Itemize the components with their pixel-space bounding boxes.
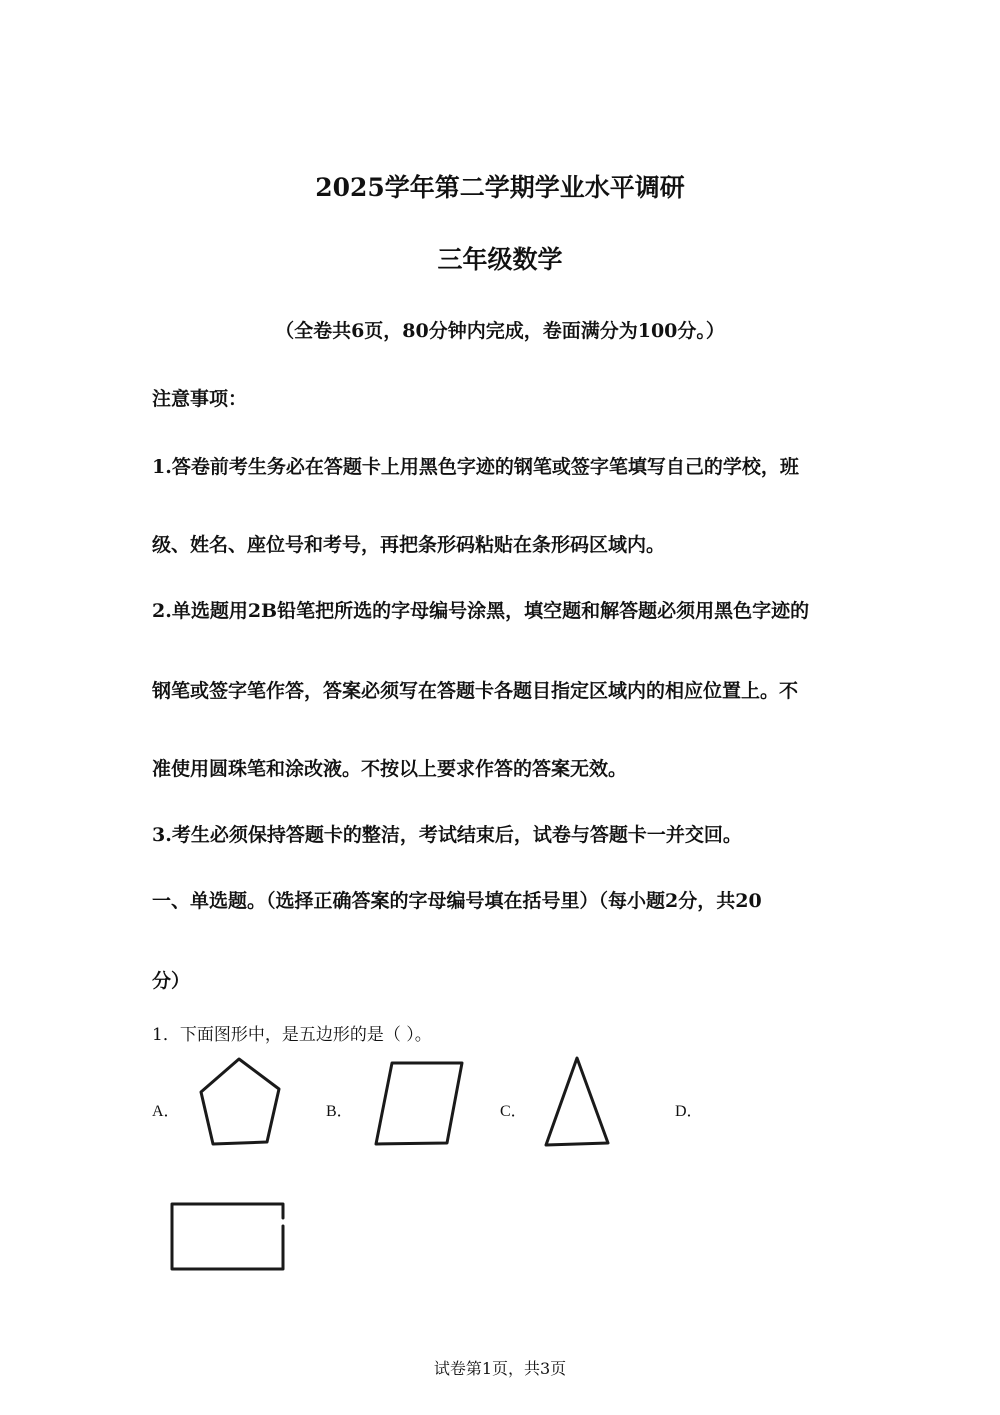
exam-info: （全卷共6页，80分钟内完成，卷面满分为100分。） xyxy=(275,320,725,342)
triangle-shape xyxy=(542,1055,614,1151)
question-text: 1．下面图形中，是五边形的是（ ）。 xyxy=(152,1025,432,1045)
option-label-d: D． xyxy=(675,1103,703,1120)
notice-line: 钢笔或签字笔作答，答案必须写在答题卡各题目指定区域内的相应位置上。不 xyxy=(152,680,799,702)
option-label-c: C． xyxy=(500,1103,527,1120)
notice-line: 1.答卷前考生务必在答题卡上用黑色字迹的钢笔或签字笔填写自己的学校，班 xyxy=(152,456,799,478)
rectangle-shape xyxy=(168,1200,288,1274)
option-label-a: A． xyxy=(152,1103,180,1120)
section-heading: 一、单选题。（选择正确答案的字母编号填在括号里）（每小题2分，共20 xyxy=(152,890,762,912)
subject-title: 三年级数学 xyxy=(437,245,563,274)
exam-title: 2025学年第二学期学业水平调研 xyxy=(315,173,685,202)
section-heading-continued: 分） xyxy=(152,970,191,992)
notice-line: 级、姓名、座位号和考号，再把条形码粘贴在条形码区域内。 xyxy=(152,534,666,556)
parallelogram-shape xyxy=(372,1060,468,1148)
pentagon-shape xyxy=(196,1056,286,1148)
notice-heading: 注意事项： xyxy=(152,388,248,410)
page-footer: 试卷第1页，共3页 xyxy=(433,1359,567,1378)
notice-line: 3.考生必须保持答题卡的整洁，考试结束后，试卷与答题卡一并交回。 xyxy=(152,824,742,846)
notice-line: 准使用圆珠笔和涂改液。不按以上要求作答的答案无效。 xyxy=(152,758,628,780)
option-label-b: B． xyxy=(326,1103,353,1120)
notice-line: 2.单选题用2B铅笔把所选的字母编号涂黑，填空题和解答题必须用黑色字迹的 xyxy=(152,600,810,622)
